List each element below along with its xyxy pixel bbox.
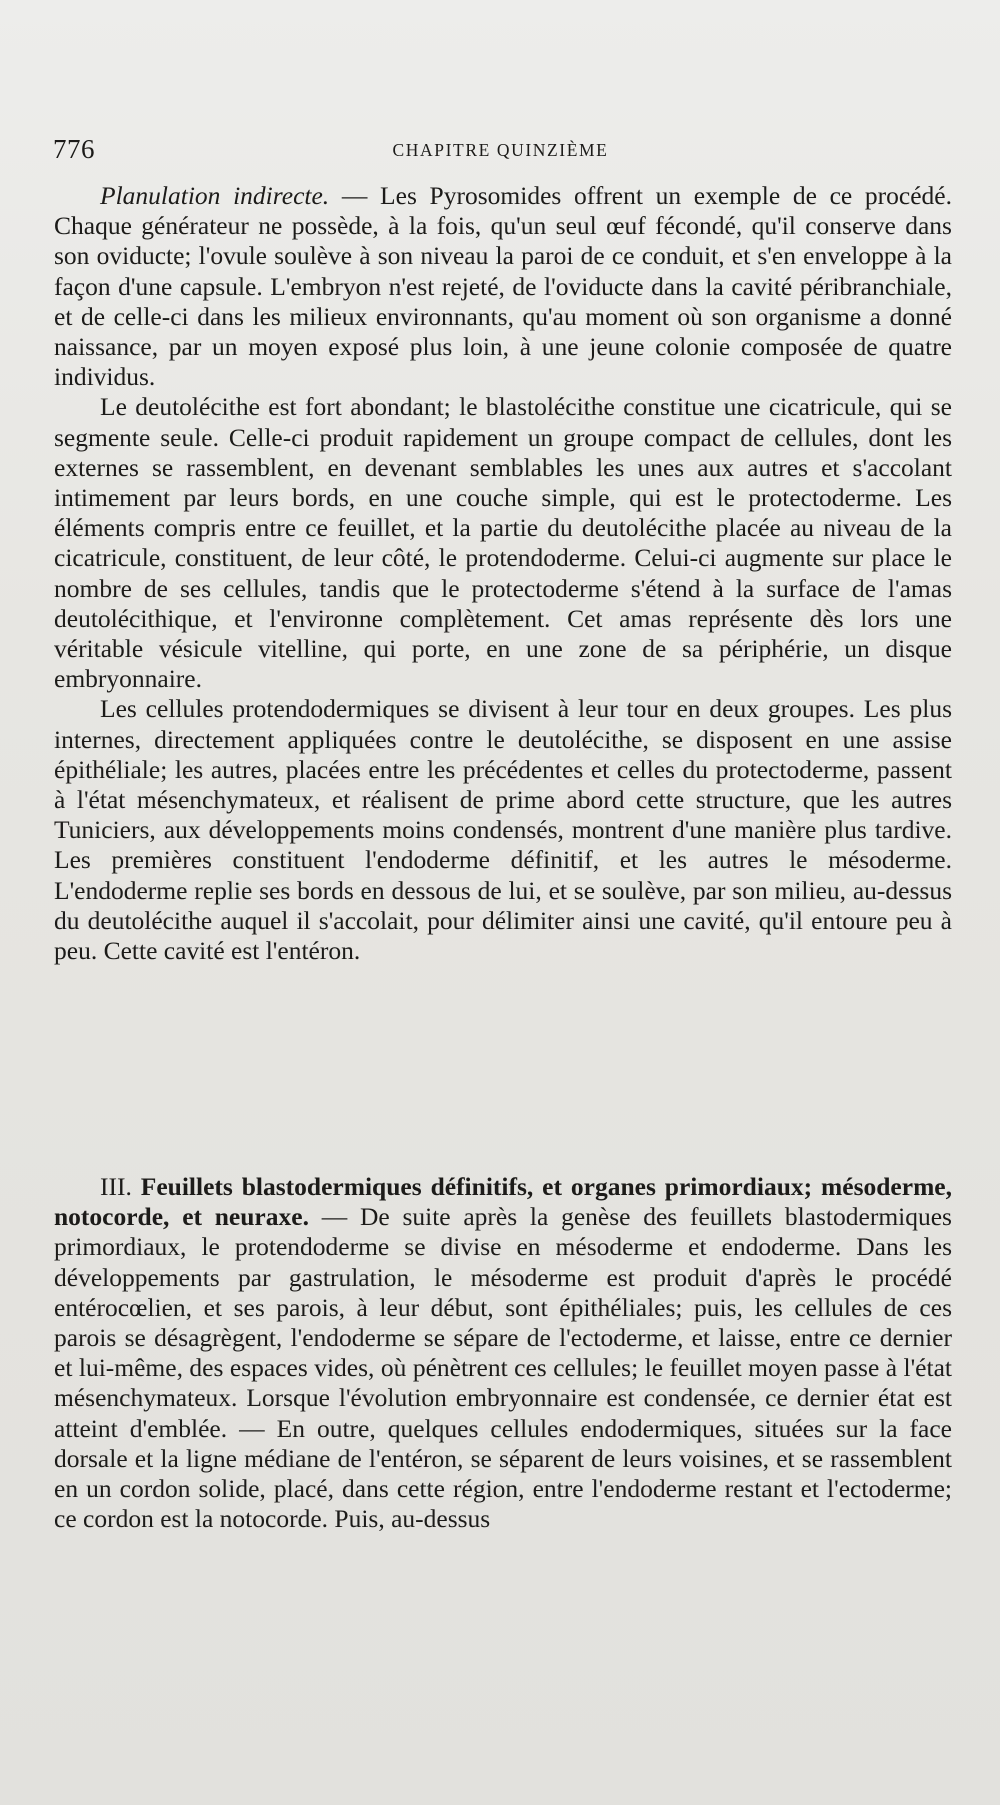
paragraph-planulation — [54, 181, 952, 392]
section-text: — De suite après la genèse des feuillets blastodermiques primordiaux, le protendoderme se divise en mésoderme et endoderme. Dans les développements par gastrulation, le mésoderme est produit d'après le procédé entérocœlien, et ses parois, à leur début, sont épithéliales; puis, les cellules de ces parois se désagrègent, l'endoderme se sépare de l'ectoderme, et laisse, entre ce dernier et lui-même, des espaces vides, où pénètrent ces cellules; le feuillet moyen passe à l'état mésenchymateux. Lorsque l'évolution embryonnaire est condensée, ce dernier état est atteint d'emblée. — En outre, quelques cellules endodermiques, situées sur la face dorsale et la ligne médiane de l'entéron, se séparent de leurs voisines, et se rassemblent en un cordon solide, placé, dans cette région, entre l'endoderme restant et l'ectoderme; ce cordon est la notocorde. Puis, au-dessus — [54, 1202, 952, 1534]
page-number: 776 — [53, 134, 95, 164]
section-paragraph — [54, 1172, 952, 1534]
paragraph-text: Les cellules protendodermiques se divisent à leur tour en deux groupes. Les plus internes, directement appliquées contre le deutolécithe, se disposent en une assise épithéliale; les autres, placées entre les précédentes et celles du protectoderme, passent à l'état mésenchymateux, et réalisent de prime abord cette structure, que les autres Tuniciers, aux développements moins condensés, montrent d'une manière plus tardive. Les premières constituent l'endoderme définitif, et les autres le mésoderme. L'endoderme replie ses bords en dessous de lui, et se soulève, par son milieu, au-dessus du deutolécithe auquel il s'accolait, pour délimiter ainsi une cavité, qu'il entoure peu à peu. Cette cavité est l'entéron. — [54, 694, 952, 966]
section-iii — [54, 1172, 952, 1534]
paragraph-protendodermiques — [54, 694, 952, 966]
section-title: Feuillets blastodermiques définitifs, et organes primordiaux; mésoderme, notocorde, et neuraxe. — [54, 1172, 953, 1232]
paragraph-deutolecithe — [54, 392, 952, 694]
page-header — [53, 134, 948, 166]
body-text-upper — [54, 181, 952, 966]
paragraph-lead-italic: Planulation indirecte. — [100, 181, 330, 210]
paragraph-text: — Les Pyrosomides offrent un exemple de ce procédé. Chaque générateur ne possède, à la fois, qu'un seul œuf fécondé, qu'il conserve dans son oviducte; l'ovule soulève à son niveau la paroi de ce conduit, et s'en enveloppe à la façon d'une capsule. L'embryon n'est rejeté, de l'oviducte dans la cavité péribranchiale, et de celle-ci dans les milieux environnants, qu'au moment où son organisme a donné naissance, par un moyen exposé plus loin, à une jeune colonie composée de quatre individus. — [54, 181, 952, 392]
paragraph-text: Le deutolécithe est fort abondant; le blastolécithe constitue une cicatricule, qui se segmente seule. Celle-ci produit rapidement un groupe compact de cellules, dont les externes se rassemblent, en devenant semblables les unes aux autres et s'accolant intimement par leurs bords, en une couche simple, qui est le protectoderme. Les éléments compris entre ce feuillet, et la partie du deutolécithe placée au niveau de la cicatricule, constituent, de leur côté, le protendoderme. Celui-ci augmente sur place le nombre de ses cellules, tandis que le protectoderme s'étend à la surface de l'amas deutolécithique, et l'environne complètement. Cet amas représente dès lors une véritable vésicule vitelline, qui porte, en une zone de sa périphérie, un disque embryonnaire. — [54, 392, 952, 694]
section-number: III. — [100, 1172, 132, 1201]
chapter-title: CHAPITRE QUINZIÈME — [392, 140, 609, 160]
